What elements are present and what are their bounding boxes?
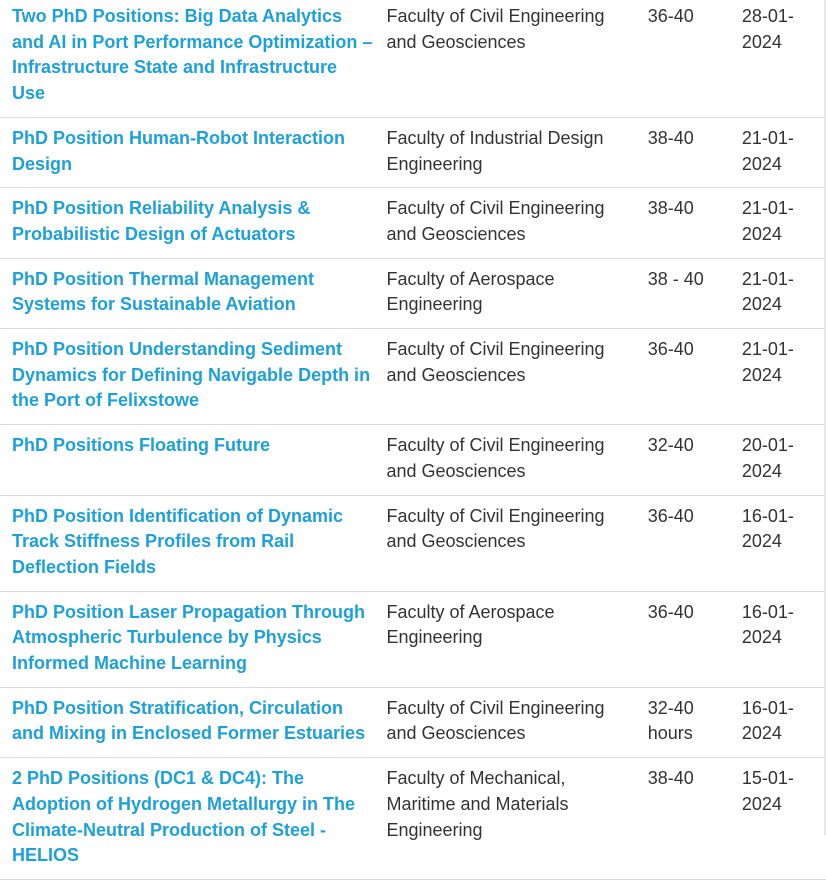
date-text: 28-01-2024 — [741, 6, 794, 52]
date-text: 16-01-2024 — [741, 505, 794, 552]
vacancy-title-link[interactable]: PhD Position Reliability Analysis & Probabilistic Design of Actuators — [12, 198, 311, 244]
vacancy-title-cell — [0, 495, 386, 591]
faculty-cell — [386, 188, 647, 258]
faculty-cell — [386, 425, 647, 495]
hours-text: 32-40 — [647, 435, 694, 456]
vacancy-title-link[interactable]: PhD Positions Floating Future — [12, 435, 270, 456]
date-cell — [742, 188, 826, 258]
vacancy-title-link[interactable]: PhD Position Stratification, Circulation and Mixing in Enclosed Former Estuaries — [12, 697, 366, 744]
hours-text: 36-40 — [647, 339, 694, 360]
faculty-text: Faculty of Civil Engineering and Geosciences — [386, 339, 605, 385]
faculty-text: Faculty of Aerospace Engineering — [386, 268, 555, 315]
date-text: 16-01-2024 — [741, 697, 794, 744]
hours-cell — [648, 258, 742, 328]
vacancy-title-cell — [0, 329, 386, 425]
date-cell — [742, 258, 826, 328]
vacancy-title-link[interactable]: PhD Position Identification of Dynamic Track Stiffness Profiles from Rail Deflection Fields — [12, 505, 344, 577]
hours-text: 38 - 40 — [647, 268, 704, 289]
hours-cell — [648, 188, 742, 258]
vacancy-title-link[interactable]: Two PhD Positions: Big Data Analytics and AI in Port Performance Optimization – Infrastructure State and Infrastructure Use — [12, 6, 373, 104]
date-text: 21-01-2024 — [741, 127, 794, 174]
date-cell — [742, 0, 826, 117]
table-row — [0, 0, 826, 117]
faculty-cell — [386, 687, 647, 757]
vacancy-title-cell — [0, 425, 386, 495]
hours-cell — [648, 591, 742, 687]
hours-cell — [648, 329, 742, 425]
hours-text: 36-40 — [647, 505, 694, 526]
date-cell — [742, 495, 826, 591]
faculty-text: Faculty of Civil Engineering and Geosciences — [386, 6, 605, 52]
vacancy-title-cell — [0, 117, 386, 187]
faculty-cell — [386, 591, 647, 687]
faculty-cell — [386, 117, 647, 187]
hours-cell — [648, 758, 742, 880]
hours-cell — [648, 425, 742, 495]
vacancy-title-cell — [0, 258, 386, 328]
faculty-cell — [386, 258, 647, 328]
faculty-cell — [386, 495, 647, 591]
table-row — [0, 495, 826, 591]
date-text: 21-01-2024 — [741, 198, 794, 244]
hours-text: 38-40 — [647, 768, 694, 789]
hours-cell — [648, 495, 742, 591]
faculty-text: Faculty of Aerospace Engineering — [386, 601, 555, 648]
hours-text: 36-40 — [647, 601, 694, 622]
hours-text: 38-40 — [647, 198, 694, 219]
date-cell — [742, 758, 826, 880]
table-row — [0, 591, 826, 687]
vacancy-title-cell — [0, 687, 386, 757]
vacancy-title-link[interactable]: PhD Position Laser Propagation Through Atmospheric Turbulence by Physics Informed Machine Learning — [12, 601, 366, 674]
vacancy-title-link[interactable]: PhD Position Understanding Sediment Dynamics for Defining Navigable Depth in the Port of Felixstowe — [12, 339, 371, 411]
table-row — [0, 425, 826, 495]
faculty-text: Faculty of Civil Engineering and Geosciences — [386, 505, 605, 552]
vacancy-title-link[interactable]: 2 PhD Positions (DC1 & DC4): The Adoption of Hydrogen Metallurgy in The Climate-Neutral Production of Steel - HELIOS — [12, 768, 355, 866]
table-row — [0, 188, 826, 258]
date-text: 20-01-2024 — [741, 435, 794, 481]
date-cell — [742, 687, 826, 757]
vacancy-title-cell — [0, 758, 386, 880]
vacancy-title-cell — [0, 591, 386, 687]
date-text: 15-01-2024 — [741, 768, 794, 814]
faculty-text: Faculty of Civil Engineering and Geosciences — [386, 435, 605, 481]
vacancy-title-cell — [0, 188, 386, 258]
faculty-cell — [386, 329, 647, 425]
table-row — [0, 687, 826, 757]
hours-cell — [648, 687, 742, 757]
date-text: 16-01-2024 — [741, 601, 794, 648]
date-cell — [742, 591, 826, 687]
hours-text: 36-40 — [647, 6, 694, 26]
hours-cell — [648, 117, 742, 187]
faculty-text: Faculty of Civil Engineering and Geosciences — [386, 697, 605, 744]
table-row — [0, 258, 826, 328]
hours-cell — [648, 0, 742, 117]
vacancy-title-cell — [0, 0, 386, 117]
vacancy-title-link[interactable]: PhD Position Human-Robot Interaction Design — [12, 127, 345, 174]
vacancy-title-link[interactable]: PhD Position Thermal Management Systems for Sustainable Aviation — [12, 268, 315, 315]
faculty-cell — [386, 758, 647, 880]
table-row — [0, 117, 826, 187]
table-row — [0, 329, 826, 425]
date-cell — [742, 117, 826, 187]
hours-text: 32-40 hours — [647, 697, 694, 744]
faculty-text: Faculty of Civil Engineering and Geosciences — [386, 198, 605, 244]
hours-text: 38-40 — [647, 127, 694, 148]
date-cell — [742, 329, 826, 425]
faculty-text: Faculty of Mechanical, Maritime and Materials Engineering — [386, 768, 569, 840]
date-text: 21-01-2024 — [741, 339, 794, 385]
date-cell — [742, 425, 826, 495]
table-row — [0, 758, 826, 880]
faculty-cell — [386, 0, 647, 117]
faculty-text: Faculty of Industrial Design Engineering — [386, 127, 604, 174]
date-text: 21-01-2024 — [741, 268, 794, 315]
